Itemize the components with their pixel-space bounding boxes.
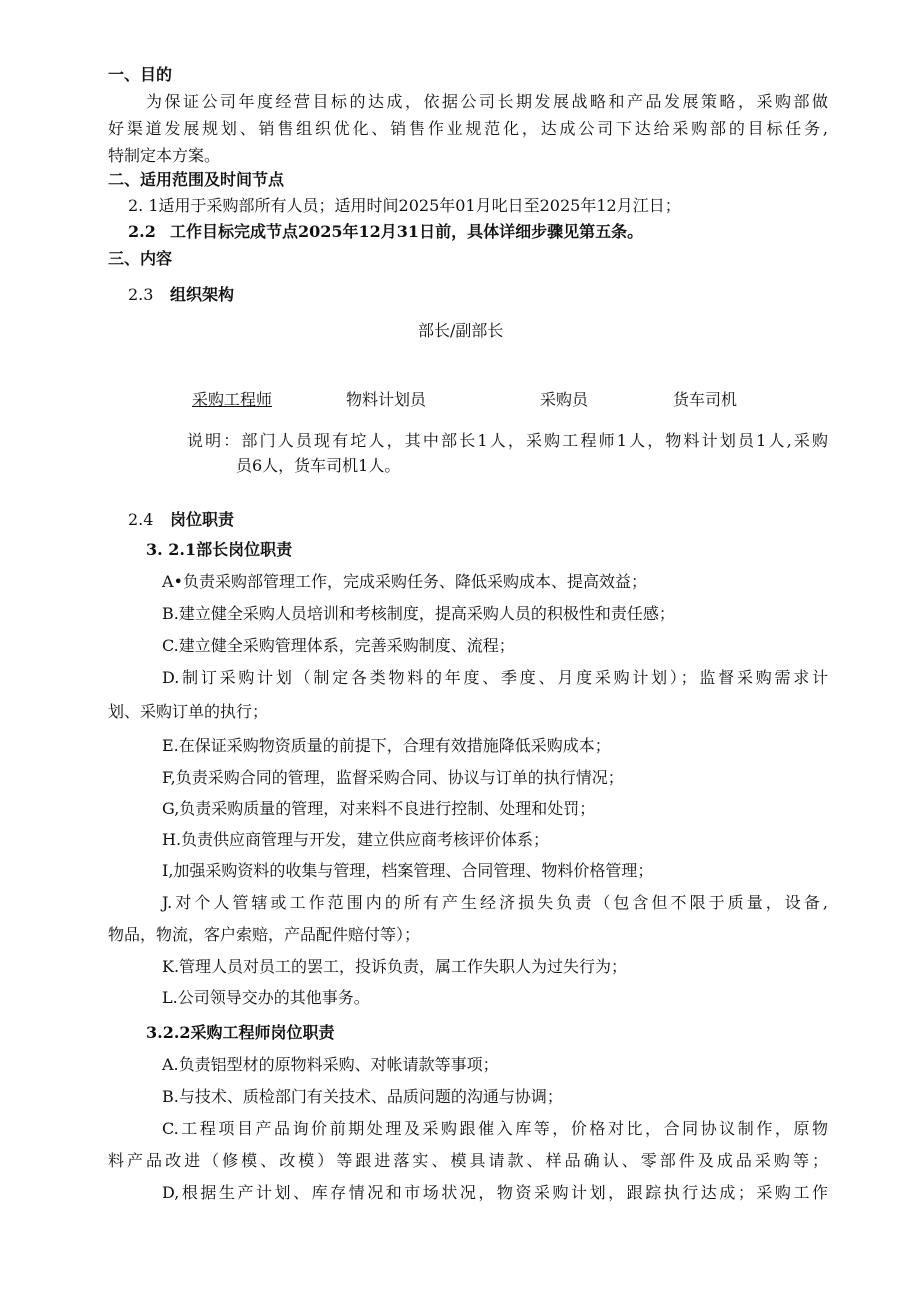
org-chart-member-engineer: 采购工程师 [192,390,273,409]
org-title: 组织架构 [170,285,235,304]
director-duty-i: I,加强采购资料的收集与管理，档案管理、合同管理、物料价格管理； [162,861,654,880]
section-heading-content: 三、内容 [108,249,173,268]
director-duty-j-line-1: J.对个人管辖或工作范围内的所有产生经济损失负责（包含但不限于质量，设备, [162,893,828,912]
engineer-duty-c-line-1: C.工程项目产品询价前期处理及采购跟催入库等，价格对比，合同协议制作，原物 [162,1119,828,1138]
director-duty-k: K.管理人员对员工的罢工，投诉负责，属工作失职人为过失行为； [162,957,628,976]
org-chart-member-buyer: 采购员 [540,390,589,409]
director-duty-f: F,负责采购合同的管理，监督采购合同、协议与订单的执行情况； [162,768,624,787]
scope-item-1: 2. 1适用于采购部所有人员；适用时间2025年01月叱日至2025年12月江日； [128,196,681,215]
director-duty-b: B.建立健全采购人员培训和考核制度，提高采购人员的积极性和责任感； [162,604,675,623]
director-duty-e: E.在保证采购物资质量的前提下，合理有效措施降低采购成本； [162,736,611,755]
org-chart-member-planner: 物料计划员 [346,390,427,409]
director-duty-d-line-2: 划、采购订单的执行； [108,702,269,721]
org-note-line-2: 员6人，货车司机1人。 [236,456,401,475]
engineer-duty-b: B.与技术、质检部门有关技术、品质问题的沟通与协调； [162,1087,563,1106]
director-duty-j-line-2: 物品，物流，客户索赔，产品配件赔付等）； [108,925,421,944]
org-chart-head: 部长/副部长 [418,321,504,340]
section-heading-scope: 二、适用范围及时间节点 [108,170,285,189]
section-heading-purpose: 一、目的 [108,65,173,84]
org-chart-member-driver: 货车司机 [673,390,738,409]
scope-item-2-text: 工作目标完成节点2025年12月31日前，具体详细步骤见第五条。 [170,222,644,241]
director-duty-h: H.负责供应商管理与开发，建立供应商考核评价体系； [162,830,550,849]
purpose-line-3: 特制定本方案。 [108,146,221,165]
engineer-duty-d-line-1: D,根据生产计划、库存情况和市场状况，物资采购计划，跟踪执行达成；采购工作 [162,1183,828,1202]
engineer-duty-c-line-2: 料产品改进（修模、改模）等跟进落实、模具请款、样品确认、零部件及成品采购等； [108,1151,828,1170]
org-note-line-1: 说明：部门人员现有坨人，其中部长1人，采购工程师1人，物料计划员1人,采购 [187,431,828,450]
director-duty-c: C.建立健全采购管理体系，完善采购制度、流程； [162,636,515,655]
duty-number: 2.4 [128,510,154,529]
director-duty-a: A•负责采购部管理工作，完成采购任务、降低采购成本、提高效益； [162,572,647,591]
sub-heading-engineer: 3.2.2采购工程师岗位职责 [146,1023,335,1042]
org-number: 2.3 [128,285,154,304]
scope-item-2-number: 2.2 [128,222,156,241]
purpose-line-2: 好渠道发展规划、销售组织优化、销售作业规范化，达成公司下达给采购部的目标任务, [108,119,828,138]
duty-title: 岗位职责 [170,510,235,529]
sub-heading-director: 3. 2.1部长岗位职责 [146,540,293,559]
director-duty-g: G,负责采购质量的管理，对来料不良进行控制、处理和处罚； [162,799,596,818]
engineer-duty-a: A.负责铝型材的原物料采购、对帐请款等事项； [162,1055,499,1074]
director-duty-l: L.公司领导交办的其他事务。 [162,988,370,1007]
purpose-line-1: 为保证公司年度经营目标的达成，依据公司长期发展战略和产品发展策略，采购部做 [146,92,828,111]
director-duty-d-line-1: D.制订采购计划（制定各类物料的年度、季度、月度采购计划）；监督采购需求计 [162,668,828,687]
